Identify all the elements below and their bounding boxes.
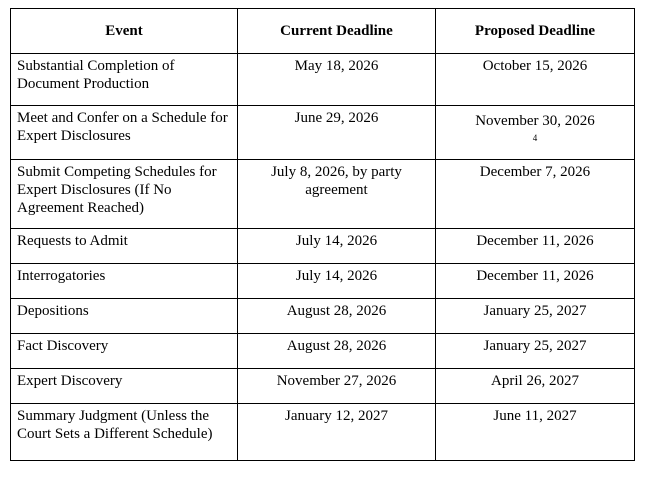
event-cell: Fact Discovery: [11, 334, 238, 369]
proposed-deadline-cell: December 7, 2026: [436, 160, 635, 229]
header-current-deadline: Current Deadline: [238, 9, 436, 54]
table-row: [11, 404, 635, 461]
header-proposed-deadline: Proposed Deadline: [436, 9, 635, 54]
current-deadline-cell: August 28, 2026: [238, 334, 436, 369]
deadline-schedule-table: [10, 8, 635, 461]
table-row: [11, 106, 635, 160]
event-cell: Expert Discovery: [11, 369, 238, 404]
table-row: [11, 160, 635, 229]
proposed-deadline-cell: April 26, 2027: [436, 369, 635, 404]
proposed-deadline-cell: October 15, 2026: [436, 54, 635, 106]
event-cell: Requests to Admit: [11, 229, 238, 264]
table-row: [11, 54, 635, 106]
event-cell: Substantial Completion of Document Production: [11, 54, 238, 106]
current-deadline-cell: November 27, 2026: [238, 369, 436, 404]
proposed-deadline-cell: January 25, 2027: [436, 299, 635, 334]
proposed-deadline-text: November 30, 2026: [475, 113, 595, 129]
table-row: [11, 334, 635, 369]
event-cell: Depositions: [11, 299, 238, 334]
header-event: Event: [11, 9, 238, 54]
current-deadline-cell: July 14, 2026: [238, 229, 436, 264]
proposed-deadline-cell: January 25, 2027: [436, 334, 635, 369]
table-header-row: [11, 9, 635, 54]
table-row: [11, 369, 635, 404]
footnote-marker: 4: [532, 133, 538, 143]
proposed-deadline-cell: December 11, 2026: [436, 229, 635, 264]
proposed-deadline-cell: December 11, 2026: [436, 264, 635, 299]
current-deadline-cell: May 18, 2026: [238, 54, 436, 106]
event-cell: Summary Judgment (Unless the Court Sets a Different Schedule): [11, 404, 238, 461]
table-row: [11, 229, 635, 264]
event-cell: Submit Competing Schedules for Expert Disclosures (If No Agreement Reached): [11, 160, 238, 229]
event-cell: Interrogatories: [11, 264, 238, 299]
event-cell: Meet and Confer on a Schedule for Expert Disclosures: [11, 106, 238, 160]
current-deadline-cell: January 12, 2027: [238, 404, 436, 461]
current-deadline-cell: August 28, 2026: [238, 299, 436, 334]
current-deadline-cell: July 8, 2026, by party agreement: [238, 160, 436, 229]
current-deadline-cell: July 14, 2026: [238, 264, 436, 299]
table-row: [11, 299, 635, 334]
current-deadline-cell: June 29, 2026: [238, 106, 436, 160]
proposed-deadline-cell: June 11, 2027: [436, 404, 635, 461]
table-row: [11, 264, 635, 299]
proposed-deadline-cell: [436, 106, 635, 160]
